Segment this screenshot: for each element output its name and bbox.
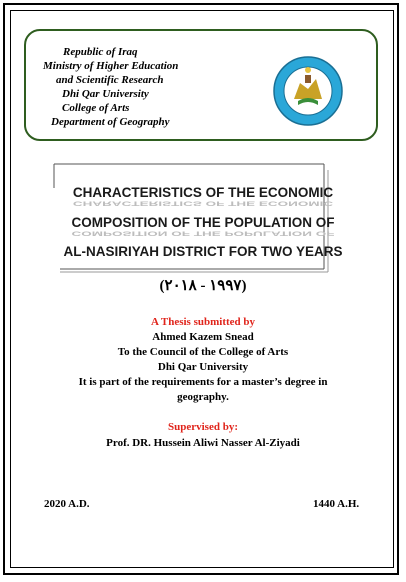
title-reflection-2: COMPOSITION OF THE POPULATION OF	[71, 230, 335, 237]
header-line-department: Department of Geography	[51, 116, 170, 128]
date-ad: 2020 A.D.	[44, 498, 90, 510]
header-line-research: and Scientific Research	[56, 74, 164, 86]
author-name: Ahmed Kazem Snead	[152, 331, 254, 343]
submission-council: To the Council of the College of Arts	[117, 346, 289, 358]
submission-requirement-1: It is part of the requirements for a master’s degree in	[78, 376, 328, 388]
header-line-college: College of Arts	[62, 102, 130, 114]
header-line-ministry: Ministry of Higher Education	[43, 60, 179, 72]
title-line-1: CHARACTERISTICS OF THE ECONOMIC	[72, 185, 334, 200]
title-line-2: COMPOSITION OF THE POPULATION OF	[71, 215, 335, 230]
submission-university: Dhi Qar University	[157, 361, 249, 373]
title-years: (١٩٩٧ - ٢٠١٨)	[159, 278, 247, 294]
supervisor-heading: Supervised by:	[168, 421, 238, 433]
supervisor-name: Prof. DR. Hussein Aliwi Nasser Al-Ziyadi	[106, 437, 300, 449]
submission-requirement-2: geography.	[177, 391, 229, 403]
title-reflection-1: CHARACTERISTICS OF THE ECONOMIC	[72, 200, 334, 207]
submission-heading: A Thesis submitted by	[150, 316, 256, 328]
header-line-republic: Republic of Iraq	[63, 46, 138, 58]
date-ah: 1440 A.H.	[313, 498, 360, 510]
header-line-university: Dhi Qar University	[62, 88, 149, 100]
title-line-3: AL-NASIRIYAH DISTRICT FOR TWO YEARS	[63, 244, 343, 259]
